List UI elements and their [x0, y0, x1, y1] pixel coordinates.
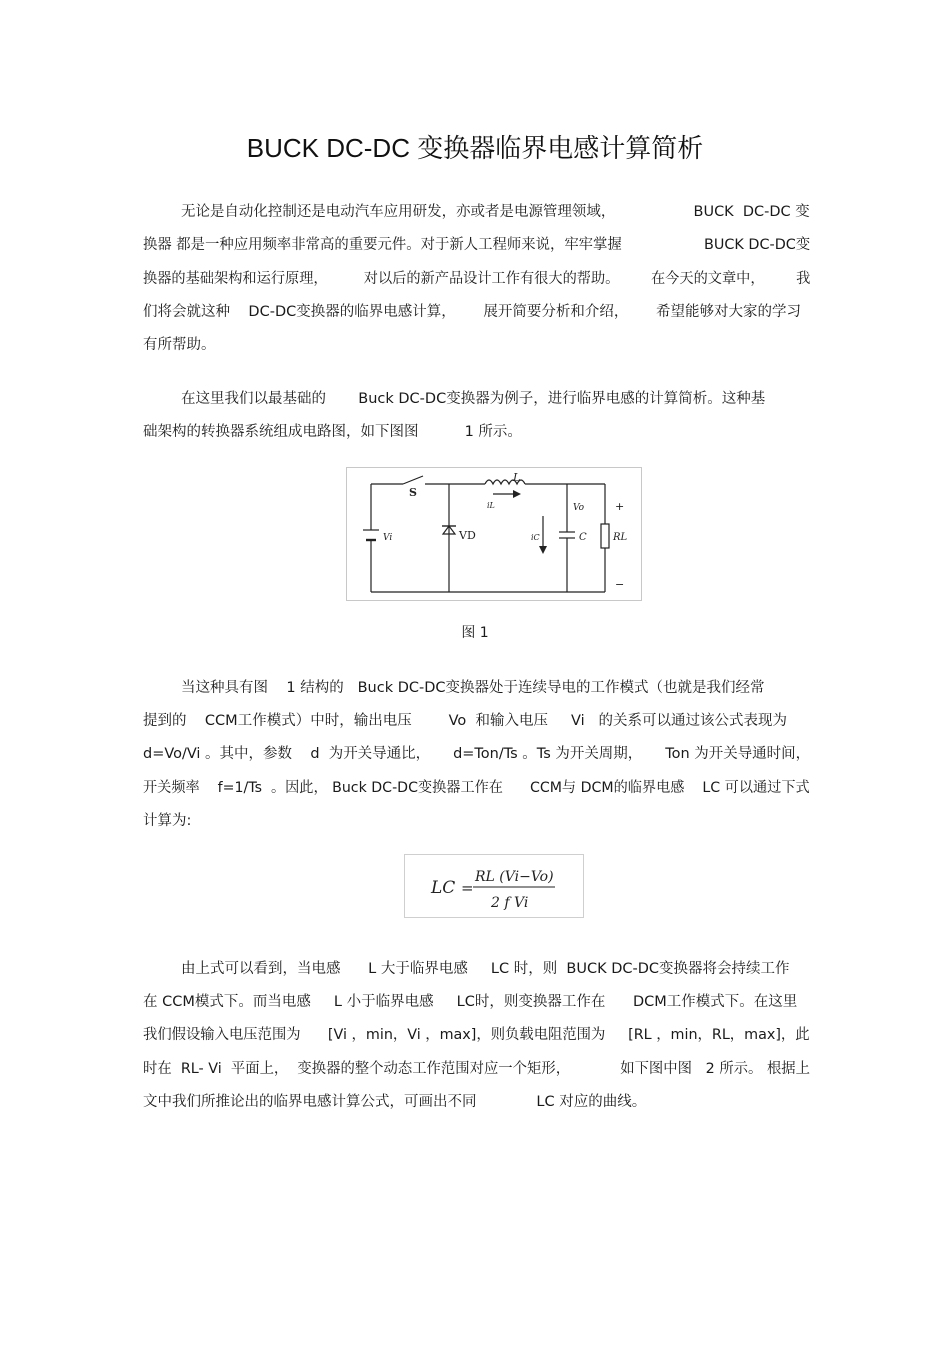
critical-inductance-formula: [404, 854, 584, 918]
capacitor-label: C: [579, 532, 587, 543]
cap-current-label: iC: [531, 533, 540, 542]
paragraph3-line-2: 提到的 CCM工作模式）中时，输出电压 Vo 和输入电压 Vi 的关系可以通过该公式表现为: [143, 713, 787, 729]
minus-sign: −: [615, 578, 625, 591]
formula-graphic: [405, 855, 583, 917]
paragraph4-line-3: 我们假设输入电压范围为 [Vi ，min，Vi ，max]，则负载电阻范围为 [RL ，min，RL，max]，此: [143, 1027, 810, 1043]
formula-denominator: 2 f Vi: [491, 895, 529, 911]
formula-equals: =: [461, 879, 474, 897]
inductor-current-label: iL: [487, 501, 495, 510]
paragraph2-line-1: 在这里我们以最基础的 Buck DC-DC变换器为例子，进行临界电感的计算简析。这种基: [181, 391, 766, 407]
figure-1-caption: 图 1: [461, 625, 489, 641]
ic-arrow-head: [539, 546, 547, 554]
paragraph3-line-4: 开关频率 f=1/Ts 。因此， Buck DC-DC变换器工作在 CCM与 DCM的临界电感 LC 可以通过下式: [143, 780, 810, 796]
paragraph1-line-4: 们将会就这种 DC-DC变换器的临界电感计算， 展开简要分析和介绍， 希望能够对大家的学习: [143, 304, 802, 320]
paragraph4-line-5: 文中我们所推论出的临界电感计算公式，可画出不同 LC 对应的曲线。: [143, 1094, 647, 1110]
paragraph1-line-3: 换器的基础架构和运行原理， 对以后的新产品设计工作有很大的帮助。 在今天的文章中， 我: [143, 271, 811, 287]
load-resistor: [601, 524, 609, 548]
formula-lhs: LC: [431, 878, 456, 898]
plus-sign: +: [615, 500, 625, 513]
paragraph1-line-5: 有所帮助。: [143, 337, 216, 353]
paragraph3-line-3: d=Vo/Vi 。其中，参数 d 为开关导通比， d=Ton/Ts 。Ts 为开关周期， Ton 为开关导通时间，: [143, 746, 811, 762]
paragraph1-line-1: 无论是自动化控制还是电动汽车应用研发，亦或者是电源管理领域， BUCK DC-DC 变: [181, 204, 810, 220]
paragraph4-line-2: 在 CCM模式下。而当电感 L 小于临界电感 LC时，则变换器工作在 DCM工作模式下。在这里: [143, 994, 798, 1010]
paragraph4-line-1: 由上式可以看到，当电感 L 大于临界电感 LC 时，则 BUCK DC-DC变换器将会持续工作: [181, 961, 790, 977]
il-arrow-head: [513, 490, 521, 498]
paragraph3-line-1: 当这种具有图 1 结构的 Buck DC-DC变换器处于连续导电的工作模式（也就是我们经常: [181, 680, 765, 696]
buck-circuit-diagram: [347, 468, 641, 600]
paragraph1-line-2: 换器 都是一种应用频率非常高的重要元件。对于新人工程师来说，牢牢掌握 BUCK DC-DC变: [143, 237, 811, 253]
inductor-label: L: [513, 471, 521, 484]
document-title: BUCK DC-DC 变换器临界电感计算简析: [246, 133, 704, 163]
figure-1-circuit: [346, 467, 642, 601]
load-label: RL: [613, 532, 628, 543]
paragraph2-line-2: 础架构的转换器系统组成电路图，如下图图 1 所示。: [143, 424, 522, 440]
paragraph3-line-5: 计算为:: [143, 813, 192, 829]
diode-label: VD: [459, 529, 476, 542]
paragraph4-line-4: 时在 RL- Vi 平面上， 变换器的整个动态工作范围对应一个矩形， 如下图中图 2 所示。 根据上: [143, 1061, 810, 1077]
source-label: Vi: [383, 533, 393, 543]
output-voltage-label: Vo: [573, 503, 585, 513]
switch-blade: [403, 476, 423, 484]
formula-numerator: RL (Vi−Vo): [475, 869, 554, 885]
switch-label: S: [409, 486, 417, 499]
